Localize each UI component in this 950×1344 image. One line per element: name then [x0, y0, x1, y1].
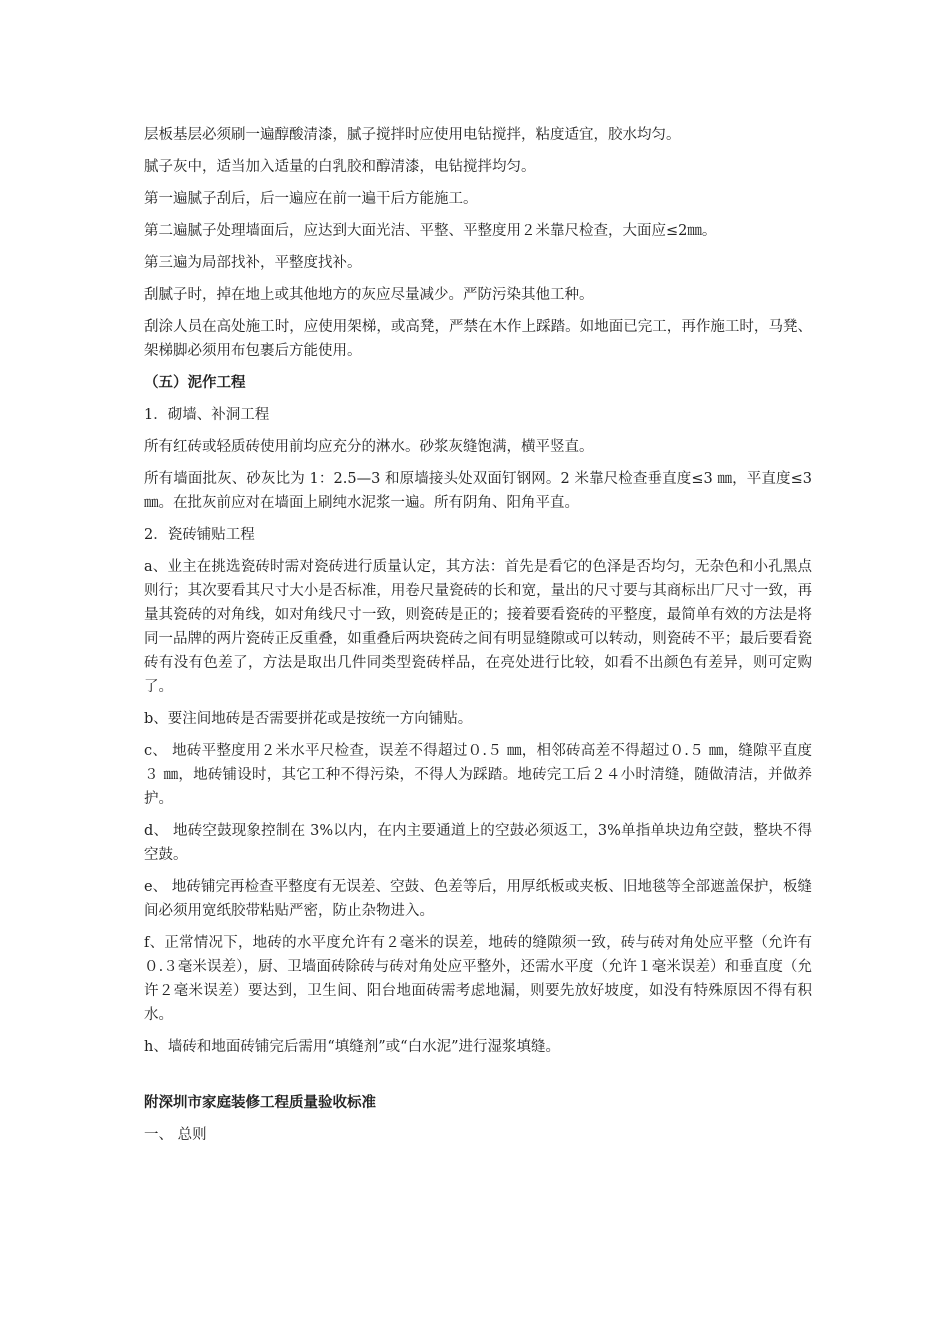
- paragraph: a、业主在挑选瓷砖时需对瓷砖进行质量认定，其方法：首先是看它的色泽是否均匀，无杂色和小孔黑点则行；其次要看其尺寸大小是否标准，用卷尺量瓷砖的长和宽，量出的尺寸要与其商标出厂尺寸一致，再量其瓷砖的对角线，如对角线尺寸一致，则瓷砖是正的；接着要看瓷砖的平整度，最简单有效的方法是将同一品牌的两片瓷砖正反重叠，如重叠后两块瓷砖之间有明显缝隙或可以转动，则瓷砖不平；最后要看瓷砖有没有色差了，方法是取出几件同类型瓷砖样品，在亮处进行比较，如看不出颜色有差异，则可定购了。: [144, 559, 812, 695]
- section-heading: （五）泥作工程: [144, 375, 246, 391]
- paragraph: e、 地砖铺完再检查平整度有无误差、空鼓、色差等后，用厚纸板或夹板、旧地毯等全部遮盖保护，板缝间必须用宽纸胶带粘贴严密，防止杂物进入。: [144, 879, 812, 919]
- spacer: [144, 1067, 812, 1091]
- paragraph: 第一遍腻子刮后，后一遍应在前一遍干后方能施工。: [144, 191, 478, 207]
- paragraph: 刮涂人员在高处施工时，应使用架梯，或高凳，严禁在木作上踩踏。如地面已完工，再作施工时，马凳、架梯脚必须用布包裹后方能使用。: [144, 319, 812, 359]
- appendix-item: 一、 总则: [144, 1127, 207, 1143]
- paragraph: d、 地砖空鼓现象控制在 3%以内，在内主要通道上的空鼓必须返工，3%单指单块边角空鼓，整块不得空鼓。: [144, 823, 812, 863]
- paragraph: 所有墙面批灰、砂灰比为 1：2.5—3 和原墙接头处双面钉钢网。2 米靠尺检查垂直度≤3 ㎜，平直度≤3 ㎜。在批灰前应对在墙面上刷纯水泥浆一遍。所有阴角、阳角平直。: [144, 471, 812, 511]
- subsection-title: 1．砌墙、补洞工程: [144, 407, 270, 423]
- paragraph: f、正常情况下，地砖的水平度允许有２毫米的误差，地砖的缝隙须一致，砖与砖对角处应平整（允许有０.３毫米误差），厨、卫墙面砖除砖与砖对角处应平整外，还需水平度（允许１毫米误差）和垂直度（允许２毫米误差）要达到，卫生间、阳台地面砖需考虑地漏，则要先放好坡度，如没有特殊原因不得有积水。: [144, 935, 812, 1023]
- subsection-title: 2．瓷砖铺贴工程: [144, 527, 255, 543]
- paragraph: b、要注间地砖是否需要拼花或是按统一方向铺贴。: [144, 711, 473, 727]
- paragraph: 刮腻子时，掉在地上或其他地方的灰应尽量减少。严防污染其他工种。: [144, 287, 594, 303]
- paragraph: c、 地砖平整度用２米水平尺检查，误差不得超过０.５ ㎜，相邻砖高差不得超过０.５ ㎜，缝隙平直度３ ㎜，地砖铺设时，其它工种不得污染，不得人为踩踏。地砖完工后２４小时清缝，随做清洁，并做养护。: [144, 743, 812, 807]
- document-body: [144, 123, 812, 1155]
- paragraph: 第三遍为局部找补，平整度找补。: [144, 255, 362, 271]
- paragraph: 腻子灰中，适当加入适量的白乳胶和醇清漆，电钻搅拌均匀。: [144, 159, 536, 175]
- paragraph: 第二遍腻子处理墙面后，应达到大面光洁、平整、平整度用２米靠尺检查，大面应≤2㎜。: [144, 223, 717, 239]
- appendix-heading: 附深圳市家庭装修工程质量验收标准: [144, 1095, 376, 1111]
- paragraph: 所有红砖或轻质砖使用前均应充分的淋水。砂浆灰缝饱满，横平竖直。: [144, 439, 594, 455]
- paragraph: 层板基层必须刷一遍醇酸清漆，腻子搅拌时应使用电钻搅拌，粘度适宜，胶水均匀。: [144, 127, 681, 143]
- paragraph: h、墙砖和地面砖铺完后需用“填缝剂”或“白水泥”进行湿浆填缝。: [144, 1039, 560, 1055]
